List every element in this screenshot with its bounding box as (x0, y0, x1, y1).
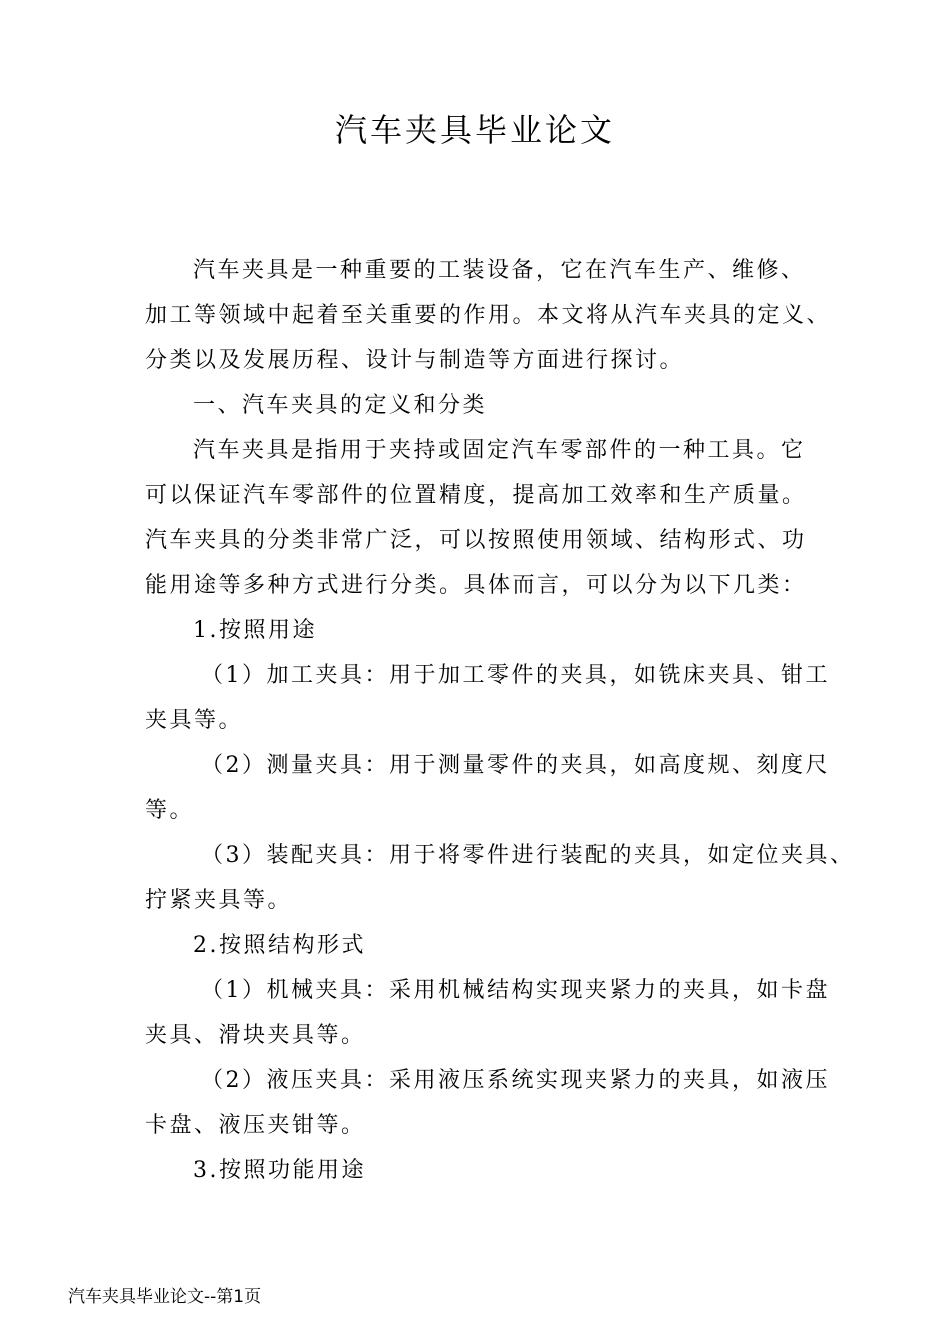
paragraph-line: 汽车夹具是一种重要的工装设备，它在汽车生产、维修、 (193, 258, 806, 283)
section-heading-text: 一、汽车夹具的定义和分类 (193, 393, 488, 418)
list-item (145, 653, 830, 743)
list-item-line: （2）测量夹具：用于测量零件的夹具，如高度规、刻度尺 (201, 753, 830, 778)
paragraph-definition (145, 428, 825, 608)
list-item (145, 833, 855, 923)
list-heading (145, 923, 825, 968)
list-item-line: 拧紧夹具等。 (145, 888, 293, 913)
list-item-line: 夹具等。 (145, 708, 244, 733)
list-heading-text: 2.按照结构形式 (193, 933, 366, 958)
list-item (145, 743, 830, 833)
list-item-line: 夹具、滑块夹具等。 (145, 1023, 366, 1048)
list-item (145, 1058, 830, 1148)
paragraph-line: 加工等领域中起着至关重要的作用。本文将从汽车夹具的定义、 (145, 303, 832, 328)
list-item-line: （3）装配夹具：用于将零件进行装配的夹具，如定位夹具、 (201, 843, 855, 868)
document-body (145, 248, 855, 1193)
paragraph-line: 汽车夹具是指用于夹持或固定汽车零部件的一种工具。它 (193, 438, 806, 463)
list-item (145, 968, 830, 1058)
list-heading (145, 608, 825, 653)
list-item-line: （1）机械夹具：采用机械结构实现夹紧力的夹具，如卡盘 (201, 978, 830, 1003)
document-title: 汽车夹具毕业论文 (334, 111, 615, 149)
paragraph-line: 能用途等多种方式进行分类。具体而言，可以分为以下几类： (145, 573, 807, 598)
list-item-line: 等。 (145, 798, 195, 823)
paragraph-intro (145, 248, 832, 383)
list-heading (145, 1148, 825, 1193)
list-heading-text: 3.按照功能用途 (193, 1158, 366, 1183)
page-footer: 汽车夹具毕业论文--第1页 (68, 1287, 262, 1307)
section-heading (145, 383, 825, 428)
paragraph-line: 可以保证汽车零部件的位置精度，提高加工效率和生产质量。 (145, 483, 807, 508)
list-heading-text: 1.按照用途 (193, 618, 317, 643)
paragraph-line: 分类以及发展历程、设计与制造等方面进行探讨。 (145, 348, 685, 373)
paragraph-line: 汽车夹具的分类非常广泛，可以按照使用领域、结构形式、功 (145, 528, 807, 553)
list-item-line: 卡盘、液压夹钳等。 (145, 1113, 366, 1138)
list-item-line: （2）液压夹具：采用液压系统实现夹紧力的夹具，如液压 (201, 1068, 830, 1093)
list-item-line: （1）加工夹具：用于加工零件的夹具，如铣床夹具、钳工 (201, 663, 830, 688)
